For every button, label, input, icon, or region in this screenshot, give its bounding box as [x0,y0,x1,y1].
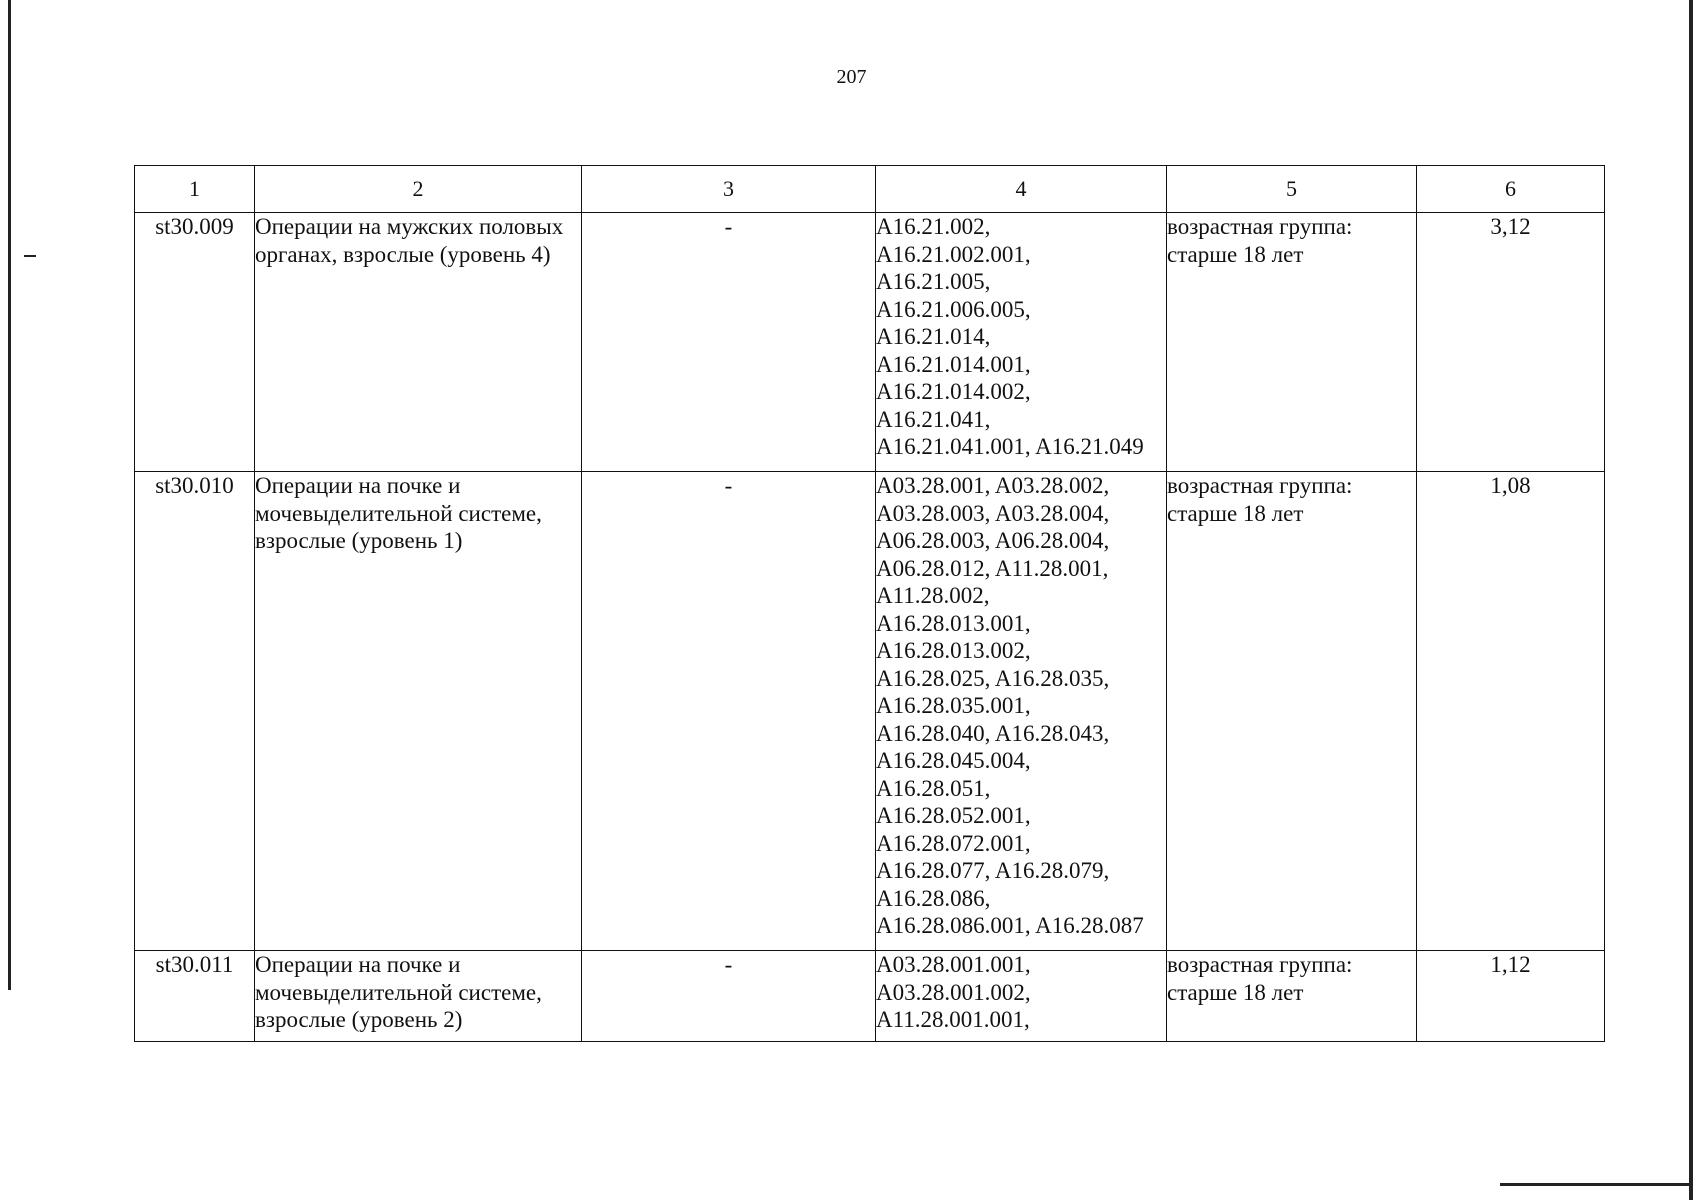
row-criteria: возрастная группа: старше 18 лет [1167,951,1417,1042]
table-row [135,951,1605,1042]
row-services [876,951,1167,1042]
row-code: st30.011 [135,951,255,1042]
service-code-line: A16.28.040, A16.28.043, [876,720,1110,746]
column-header-4: 4 [876,166,1167,213]
service-code-line: A16.21.014.001, [876,351,1031,377]
service-code-line: A16.28.013.002, [876,638,1031,663]
service-code-line: A16.28.052.001, [876,803,1031,828]
row-coefficient: 3,12 [1417,213,1605,472]
row-name: Операции на почке и мочевыделительной системе, взрослые (уровень 2) [255,951,582,1042]
row-col3: - [582,951,876,1042]
row-coefficient: 1,12 [1417,951,1605,1042]
service-code-line: A16.21.002, [876,214,991,239]
service-code-line: A16.21.041, [876,406,991,432]
row-services [876,213,1167,472]
column-header-5: 5 [1167,166,1417,213]
column-header-3: 3 [582,166,876,213]
service-code-line: A16.21.014.002, [876,379,1031,404]
table-row [135,213,1605,472]
page-number: 207 [836,66,867,88]
column-header-2: 2 [255,166,582,213]
scan-edge-bottom [1500,1183,1693,1186]
scan-edge-right [1689,0,1693,1200]
service-code-line: A16.21.006.005, [876,296,1031,322]
service-code-line: A11.28.001.001, [876,1007,1030,1032]
column-header-1: 1 [135,166,255,213]
service-code-line: A16.28.086.001, A16.28.087 [876,913,1144,938]
scan-edge-left [8,0,11,990]
row-name: Операции на почке и мочевыделительной системе, взрослые (уровень 1) [255,472,582,951]
service-code-line: A16.28.086, [876,885,991,911]
row-services [876,472,1167,951]
row-code: st30.010 [135,472,255,951]
service-code-line: A16.21.041.001, A16.21.049 [876,434,1144,459]
column-header-6: 6 [1417,166,1605,213]
service-code-line: A03.28.001.002, [876,979,1031,1005]
tariff-table [134,165,1605,1042]
service-code-line: A11.28.002, [876,583,990,608]
service-code-line: A03.28.001, A03.28.002, [876,473,1110,498]
service-code-line: A06.28.003, A06.28.004, [876,528,1110,553]
service-code-line: A16.21.014, [876,324,991,349]
service-code-line: A16.21.002.001, [876,241,1031,267]
row-criteria: возрастная группа: старше 18 лет [1167,213,1417,472]
service-code-line: A16.28.025, A16.28.035, [876,665,1110,691]
service-code-line: A06.28.012, A11.28.001, [876,555,1109,581]
service-code-line: A16.28.077, A16.28.079, [876,858,1110,883]
service-code-line: A16.28.072.001, [876,830,1031,856]
service-code-line: A16.28.051, [876,775,991,801]
row-col3: - [582,213,876,472]
row-name: Операции на мужских половых органах, взрослые (уровень 4) [255,213,582,472]
row-code: st30.009 [135,213,255,472]
service-code-line: A03.28.001.001, [876,952,1031,977]
row-criteria: возрастная группа: старше 18 лет [1167,472,1417,951]
service-code-line: A16.28.013.001, [876,610,1031,636]
row-coefficient: 1,08 [1417,472,1605,951]
header-row [135,166,1605,213]
service-code-line: A03.28.003, A03.28.004, [876,500,1110,526]
service-code-line: A16.28.035.001, [876,693,1031,718]
service-code-line: A16.28.045.004, [876,748,1031,773]
service-code-line: A16.21.005, [876,269,991,294]
stray-mark [24,255,36,257]
row-col3: - [582,472,876,951]
table-row [135,472,1605,951]
